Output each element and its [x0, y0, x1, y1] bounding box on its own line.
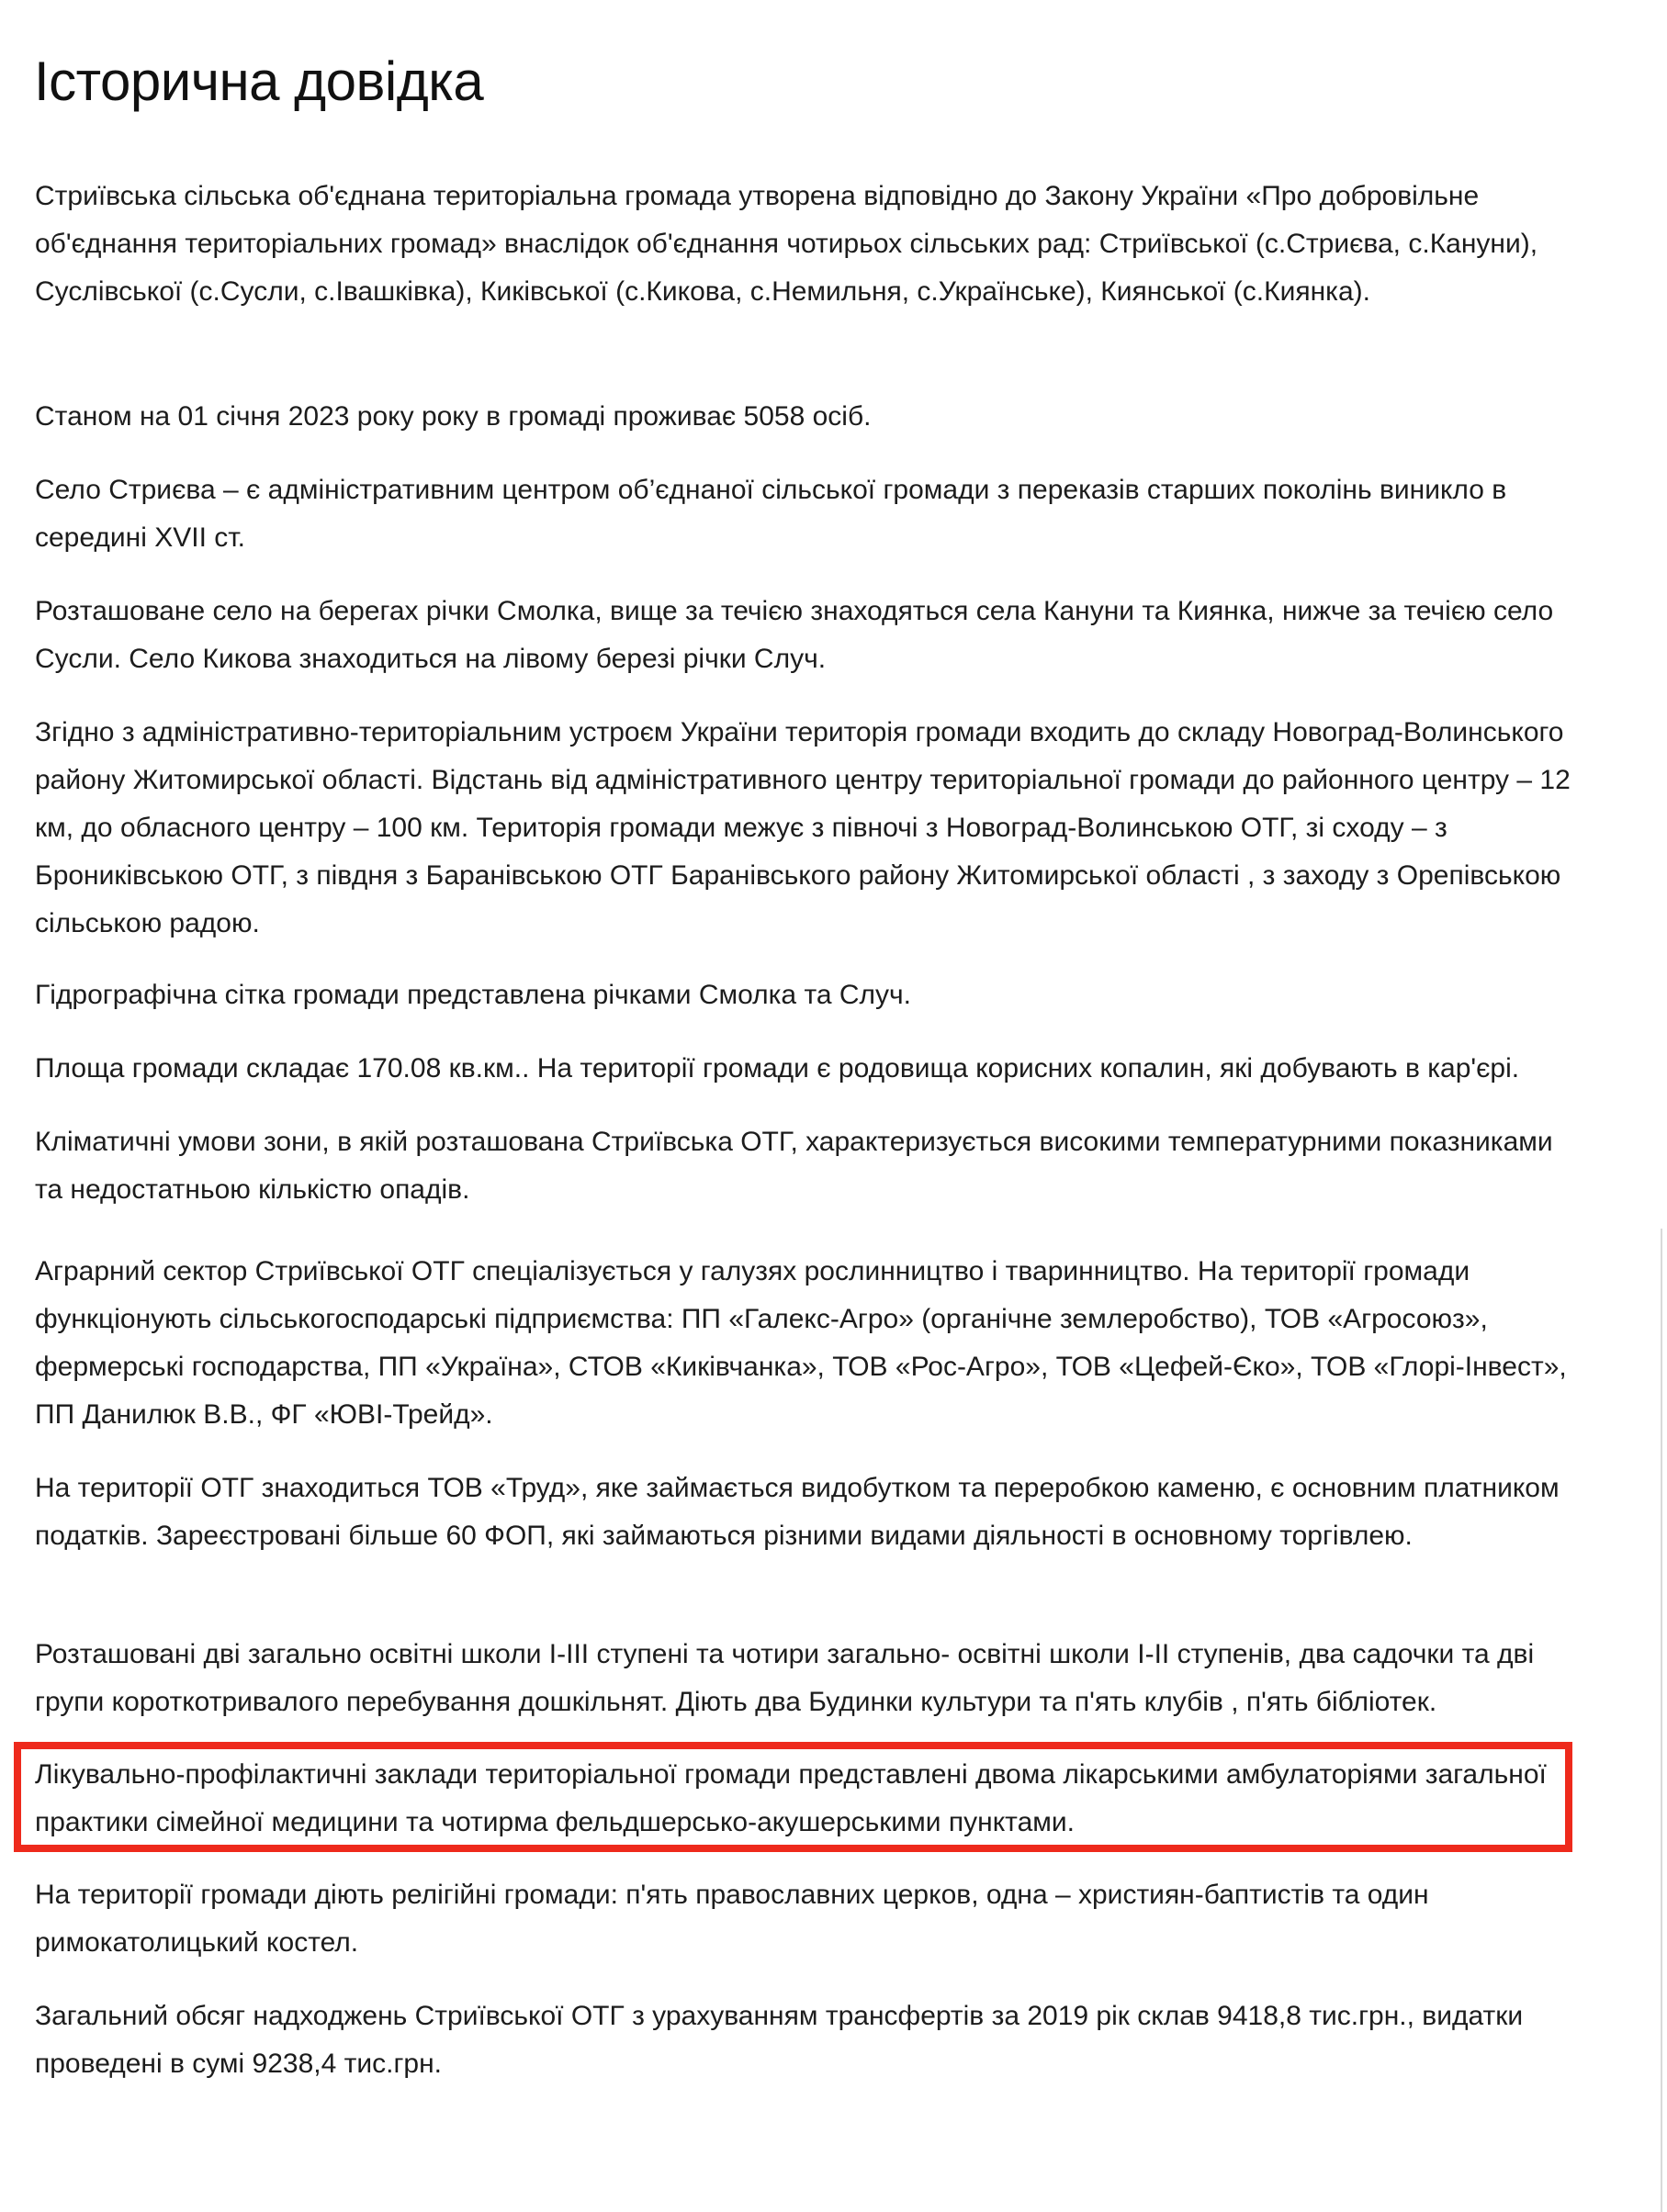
highlight-box [14, 1742, 1572, 1852]
paragraph-population: Станом на 01 січня 2023 року року в громаді проживає 5058 осіб. [35, 401, 872, 432]
page-title: Історична довідка [34, 51, 484, 112]
paragraph-territory: Згідно з адміністративно-територіальним устроєм України територія громади входить до складу Новоград-Волинського району Житомирської області. Відстань від адміністративного центру територіальної громади до районного центру – 12 км, до обласного центру – 100 км. Територія громади межує з півночі з Новоград-Волинською ОТГ, зі сходу – з Брониківською ОТГ, з півдня з Баранівською ОТГ Баранівського району Житомирської області , з заходу з Орепівською сільською радою. [35, 717, 1571, 938]
paragraph-area: Площа громади складає 170.08 кв.км.. На території громади є родовища корисних копалин, які добувають в кар'єрі. [35, 1053, 1520, 1084]
paragraph-climate: Кліматичні умови зони, в якій розташована Стриївська ОТГ, характеризується високими температурними показниками та недостатньою кількістю опадів. [35, 1127, 1553, 1205]
scrollbar-track[interactable] [1661, 1229, 1662, 2212]
paragraph-budget: Загальний обсяг надходжень Стриївської ОТГ з урахуванням трансфертів за 2019 рік склав 9418,8 тис.грн., видатки проведені в сумі 9238,4 тис.грн. [35, 2001, 1524, 2079]
paragraph-admin-center: Село Стриєва – є адміністративним центром об’єднаної сільської громади з переказів старших поколінь виникло в середині XVII ст. [35, 475, 1507, 553]
paragraph-religion: На території громади діють релігійні громади: п'ять православних церков, одна – християн-баптистів та один римокатолицький костел. [35, 1880, 1429, 1958]
paragraph-agriculture: Аграрний сектор Стриївської ОТГ спеціалізується у галузях рослинництво і тваринництво. На території громади функціонують сільськогосподарські підприємства: ПП «Галекс-Агро» (органічне землеробство), ТОВ «Агросоюз», фермерські господарства, ПП «Україна», СТОВ «Киківчанка», ТОВ «Рос-Агро», ТОВ «Цефей-Єко», ТОВ «Глорі-Інвест», ПП Данилюк В.В., ФГ «ЮВІ-Трейд». [35, 1256, 1567, 1430]
paragraph-formation: Стриївська сільська об'єднана територіальна громада утворена відповідно до Закону України «Про добровільне об'єднання територіальних громад» внаслідок об'єднання чотирьох сільських рад: Стриївської (с.Стриєва, с.Кануни), Суслівської (с.Сусли, с.Івашківка), Киківської (с.Кикова, с.Немильня, с.Українське), Киянської (с.Киянка). [35, 181, 1538, 307]
paragraph-healthcare: Лікувально-профілактичні заклади територіальної громади представлені двома лікарськими амбулаторіями загальної практики сімейної медицини та чотирма фельдшерсько-акушерськими пунктами. [35, 1759, 1547, 1837]
paragraph-industry: На території ОТГ знаходиться ТОВ «Труд», яке займається видобутком та переробкою каменю, є основним платником податків. Зареєстровані більше 60 ФОП, які займаються різними видами діяльності в основному торгівлею. [35, 1473, 1560, 1551]
paragraph-hydrography: Гідрографічна сітка громади представлена річками Смолка та Случ. [35, 980, 912, 1010]
paragraph-location: Розташоване село на берегах річки Смолка, вище за течією знаходяться села Кануни та Киянка, нижче за течією село Сусли. Село Кикова знаходиться на лівому березі річки Случ. [35, 596, 1554, 674]
paragraph-education: Розташовані дві загально освітні школи І-ІІІ ступені та чотири загально- освітні школи І-ІІ ступенів, два садочки та дві групи короткотривалого перебування дошкільнят. Діють два Будинки культури та п'ять клубів , п'ять бібліотек. [35, 1639, 1535, 1717]
